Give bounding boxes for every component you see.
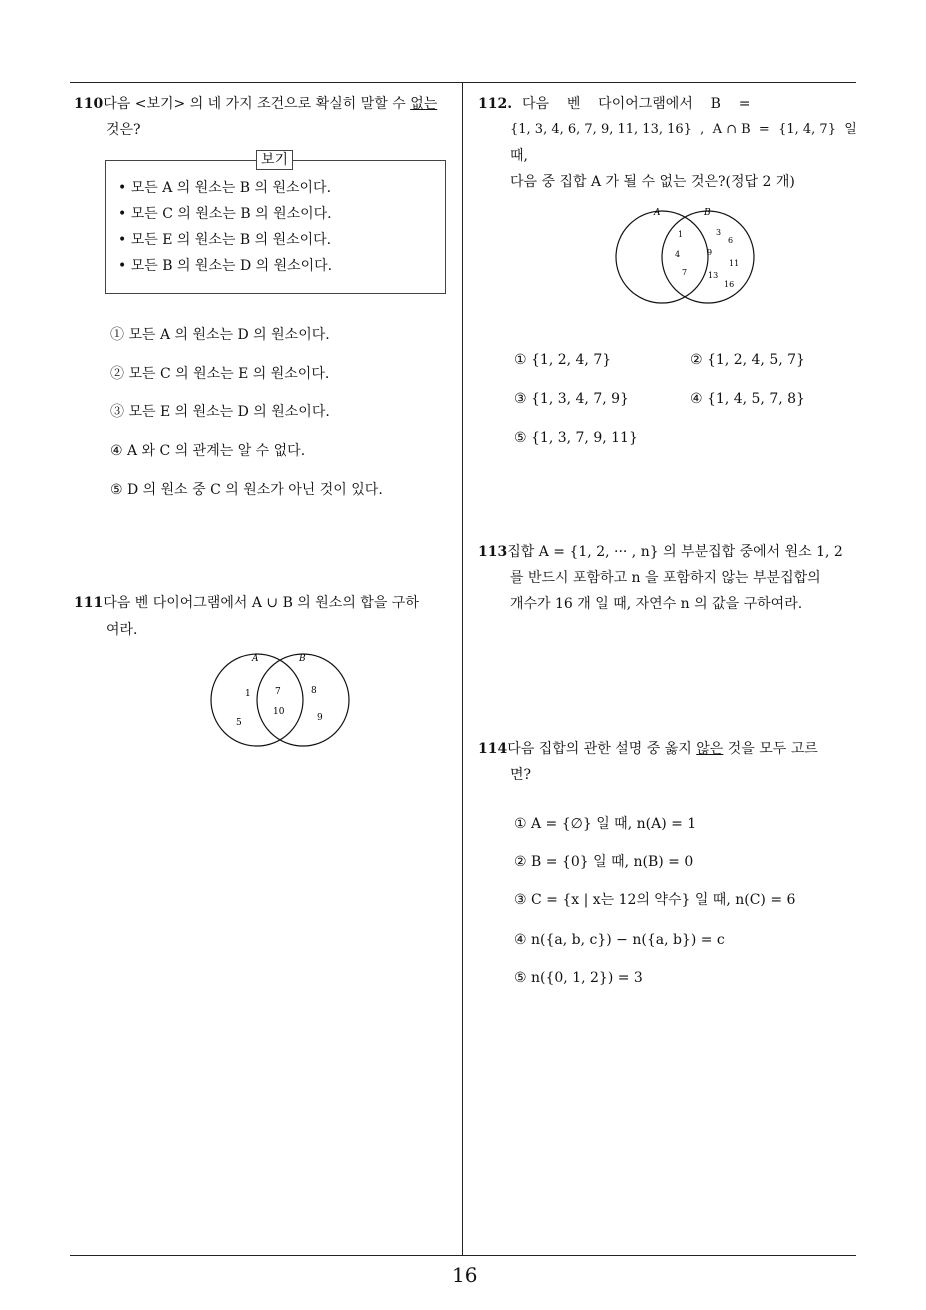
venn-element: 9 <box>317 713 323 723</box>
q114-choice-1[interactable]: ① A = {∅} 일 때, n(A) = 1 <box>514 816 697 832</box>
q110-stem-line1 <box>74 94 437 114</box>
q114-choice-5[interactable]: ⑤ n({0, 1, 2}) = 3 <box>514 970 643 986</box>
q110-choice-5[interactable]: ⑤ D 의 원소 중 C 의 원소가 아닌 것이 있다. <box>110 482 383 498</box>
q110-choice-4[interactable]: ④ A 와 C 의 관계는 알 수 없다. <box>110 443 306 459</box>
venn-element: 7 <box>682 268 688 277</box>
q110-choice-1[interactable]: ① 모든 A 의 원소는 D 의 원소이다. <box>110 327 330 343</box>
venn-label-a: A <box>252 654 259 664</box>
q110-stem-line2: 것은? <box>106 122 141 138</box>
bogi-item: • 모든 E 의 원소는 B 의 원소이다. <box>118 232 332 248</box>
column-divider <box>462 82 463 1256</box>
q111-stem-text: 다음 벤 다이어그램에서 A ∪ B 의 원소의 합을 구하 <box>103 595 419 611</box>
q113-stem-line3: 개수가 16 개 일 때, 자연수 n 의 값을 구하여라. <box>510 596 803 612</box>
q112-number: 112. <box>478 96 513 112</box>
venn-element: 9 <box>707 248 713 257</box>
bogi-title: 보기 <box>256 150 293 170</box>
venn-label-b: B <box>299 654 306 664</box>
venn-element: 7 <box>275 687 281 697</box>
q114-number: 114 <box>478 741 508 757</box>
q114-choice-3[interactable]: ③ C = {x | x는 12의 약수} 일 때, n(C) = 6 <box>514 892 796 908</box>
top-rule <box>70 82 856 83</box>
q114-stem-line1 <box>478 739 818 759</box>
venn-element: 16 <box>724 280 735 289</box>
q113-number: 113 <box>478 544 508 560</box>
venn-element: 1 <box>245 689 251 699</box>
venn-element: 8 <box>311 686 317 696</box>
q110-stem-underline: 없는 <box>410 96 438 112</box>
q114-choice-2[interactable]: ② B = {0} 일 때, n(B) = 0 <box>514 854 694 870</box>
q112-stem-line3: 때, <box>510 148 528 164</box>
q114-choice-4[interactable]: ④ n({a, b, c}) − n({a, b}) = c <box>514 932 725 948</box>
q114-stem-text: 다음 집합의 관한 설명 중 옳지 <box>507 741 697 757</box>
q113-stem-text: 집합 A = {1, 2, ··· , n} 의 부분집합 중에서 원소 1, 2 <box>507 544 843 560</box>
q112-choice-5[interactable]: ⑤ {1, 3, 7, 9, 11} <box>514 430 638 446</box>
bogi-item: • 모든 A 의 원소는 B 의 원소이다. <box>118 180 332 196</box>
venn-element: 6 <box>728 236 734 245</box>
q111-stem-line2: 여라. <box>106 622 138 638</box>
q114-stem-line2: 면? <box>510 767 532 783</box>
venn-element: 3 <box>716 228 722 237</box>
q111-number: 111 <box>74 595 104 611</box>
q112-venn-diagram <box>610 205 760 305</box>
q110-number: 110 <box>74 96 104 112</box>
q112-choice-3[interactable]: ③ {1, 3, 4, 7, 9} <box>514 391 629 407</box>
q111-venn-diagram <box>205 650 355 750</box>
q114-stem-text-tail: 것을 모두 고르 <box>723 741 818 757</box>
q113-stem-line2: 를 반드시 포함하고 n 을 포함하지 않는 부분집합의 <box>510 570 821 586</box>
venn-label-b: B <box>704 208 711 218</box>
venn-element: 11 <box>729 259 740 268</box>
venn-element: 5 <box>236 718 242 728</box>
q113-stem-line1 <box>478 542 843 562</box>
q112-choice-4[interactable]: ④ {1, 4, 5, 7, 8} <box>690 391 805 407</box>
venn-label-a: A <box>654 208 661 218</box>
q112-stem-line1 <box>478 94 512 114</box>
q110-stem-text: 다음 <보기> 의 네 가지 조건으로 확실히 말할 수 <box>103 96 411 112</box>
q114-stem-underline: 않은 <box>696 741 724 757</box>
q112-choice-1[interactable]: ① {1, 2, 4, 7} <box>514 352 612 368</box>
q112-stem-line1-text: 다음 벤 다이어그램에서 B = <box>522 96 751 112</box>
q110-choice-3[interactable]: ③ 모든 E 의 원소는 D 의 원소이다. <box>110 404 330 420</box>
bottom-rule <box>70 1255 856 1256</box>
venn-element: 4 <box>675 250 681 259</box>
venn-element: 1 <box>678 230 684 239</box>
venn-element: 10 <box>273 707 285 717</box>
page-number: 16 <box>452 1263 478 1287</box>
q110-choice-2[interactable]: ② 모든 C 의 원소는 E 의 원소이다. <box>110 366 330 382</box>
bogi-item: • 모든 C 의 원소는 B 의 원소이다. <box>118 206 332 222</box>
q112-stem-line4: 다음 중 집합 A 가 될 수 없는 것은?(정답 2 개) <box>510 174 795 190</box>
q112-choice-2[interactable]: ② {1, 2, 4, 5, 7} <box>690 352 805 368</box>
q112-stem-line2: {1, 3, 4, 6, 7, 9, 11, 13, 16} , A ∩ B = {1, 4, 7} 일 <box>510 122 857 137</box>
q111-stem-line1 <box>74 593 419 613</box>
venn-element: 13 <box>708 271 719 280</box>
bogi-item: • 모든 B 의 원소는 D 의 원소이다. <box>118 258 333 274</box>
